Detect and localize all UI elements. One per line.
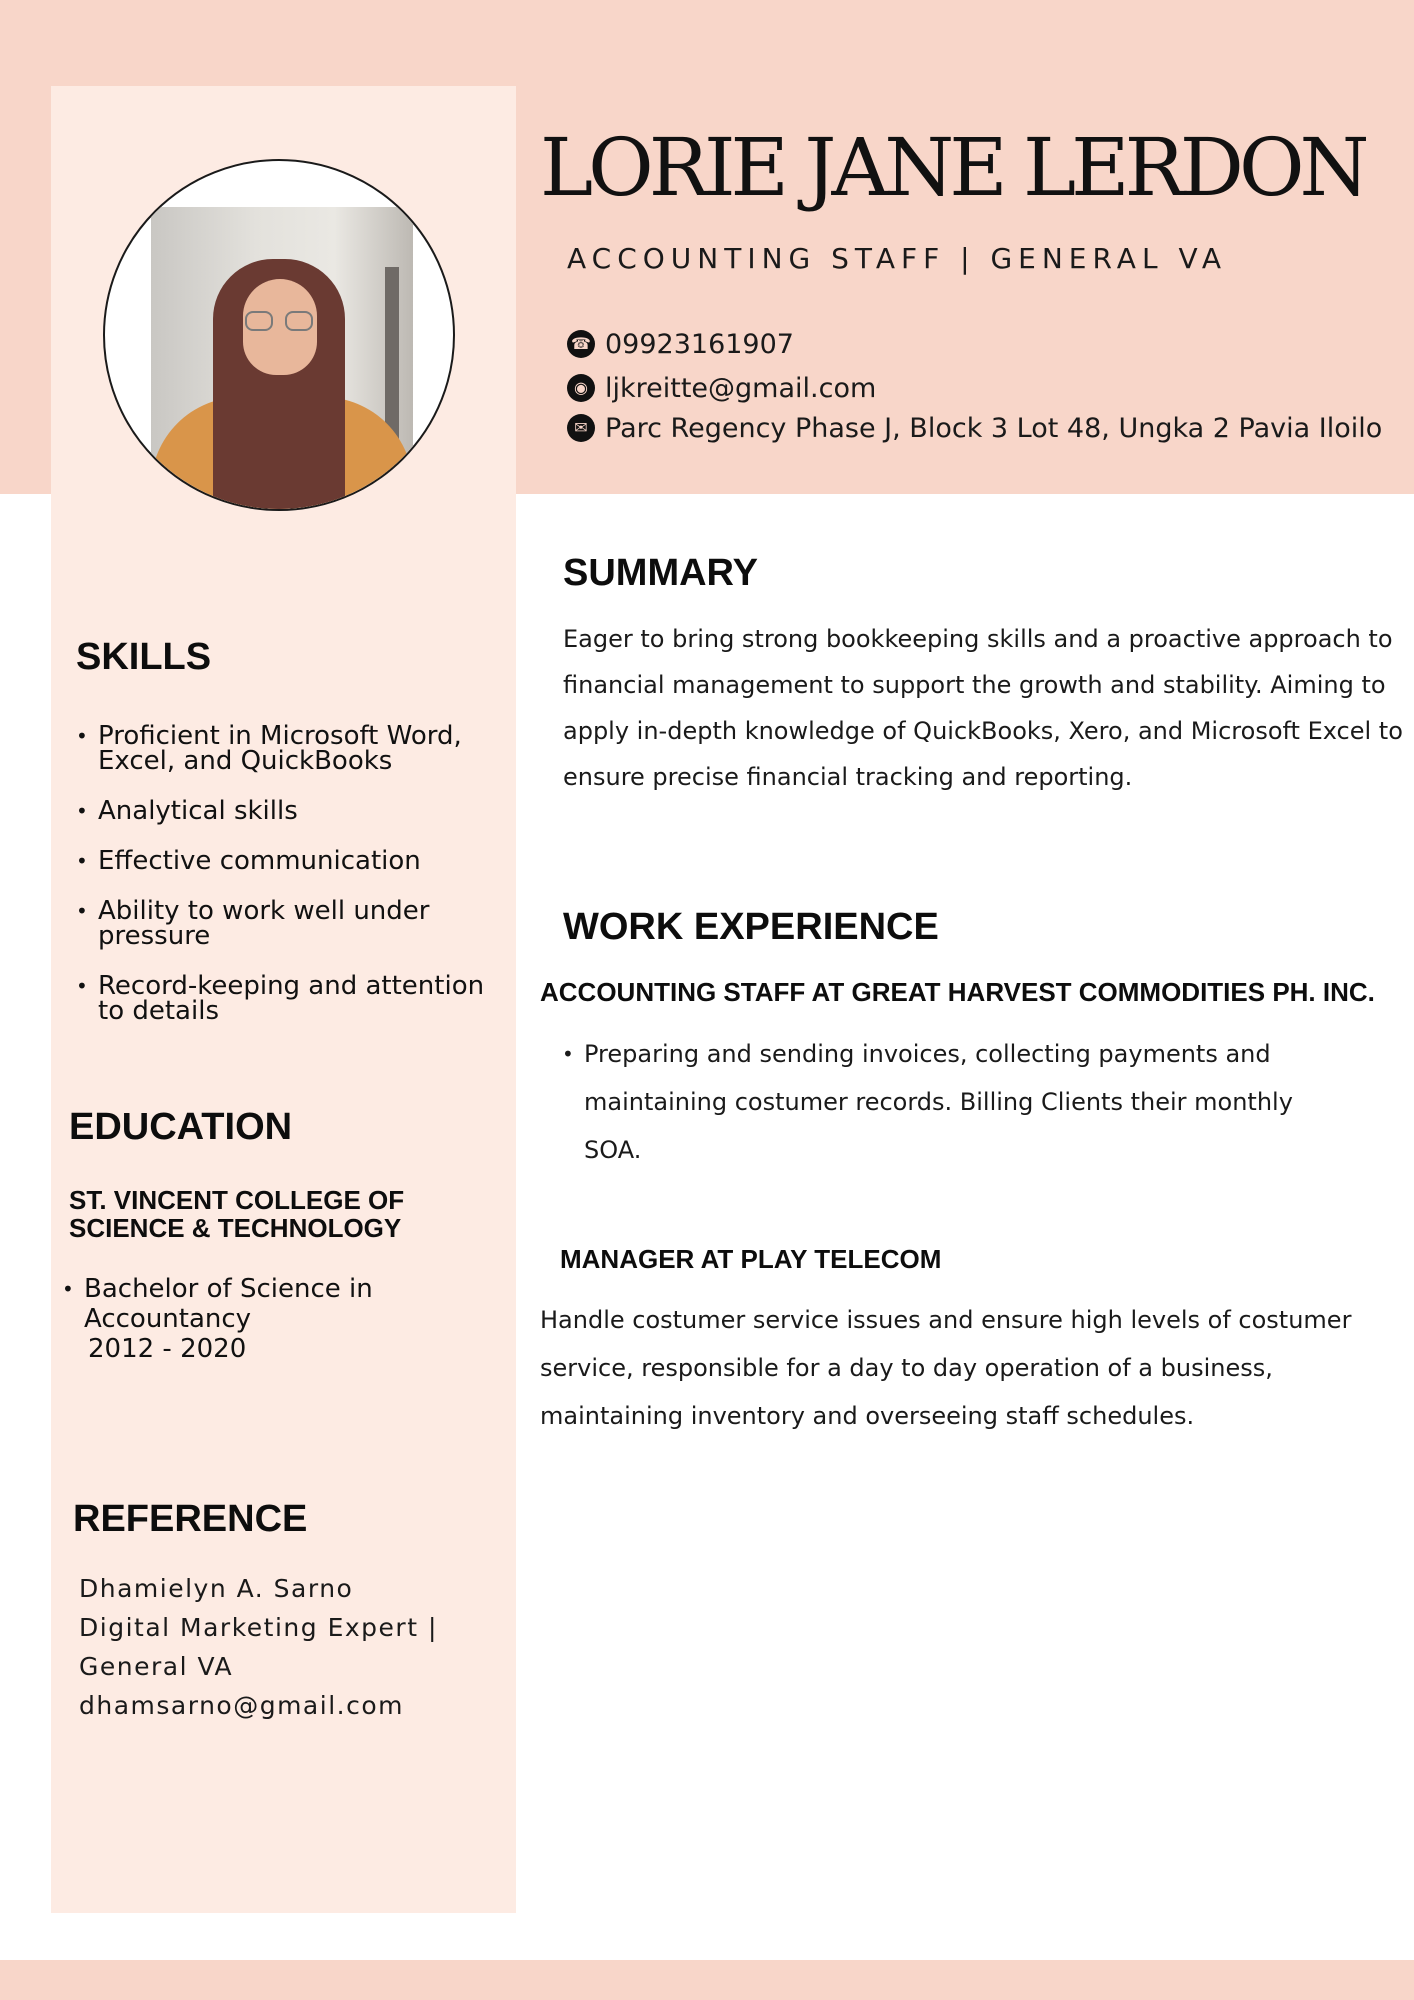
education-heading: EDUCATION	[69, 1106, 293, 1148]
summary-heading: SUMMARY	[563, 552, 758, 594]
candidate-role: ACCOUNTING STAFF | GENERAL VA	[567, 242, 1227, 275]
contact-address-text: Parc Regency Phase J, Block 3 Lot 48, Ungka 2 Pavia Iloilo	[605, 412, 1383, 444]
candidate-name: LORIE JANE LERDON	[540, 121, 1365, 214]
skill-item: • Ability to work well under pressure	[76, 899, 506, 949]
work-experience-heading: WORK EXPERIENCE	[563, 906, 939, 948]
skill-item: • Proficient in Microsoft Word, Excel, and QuickBooks	[76, 724, 506, 774]
profile-photo	[103, 159, 455, 511]
summary-text: Eager to bring strong bookkeeping skills and a proactive approach to financial management to support the growth and stability. Aiming to apply in-depth knowledge of QuickBooks, Xero, and Microsoft Excel to ensure precise financial tracking and reporting.	[563, 625, 1403, 791]
reference-position-2: General VA	[79, 1652, 234, 1681]
education-school: ST. VINCENT COLLEGE OF SCIENCE & TECHNOLOGY	[69, 1185, 405, 1243]
education-degree: Bachelor of Science in Accountancy	[84, 1274, 373, 1334]
education-list	[62, 1274, 442, 1364]
skill-item: • Analytical skills	[76, 799, 506, 824]
contact-phone-text: 09923161907	[605, 328, 794, 360]
contact-phone	[567, 326, 794, 362]
education-years: 2012 - 2020	[88, 1334, 247, 1364]
skills-heading: SKILLS	[76, 636, 212, 678]
contact-email-text: ljkreitte@gmail.com	[605, 372, 877, 404]
contact-address	[567, 410, 1382, 446]
mail-icon: ✉	[567, 414, 595, 442]
contact-email	[567, 370, 876, 406]
footer-band	[0, 1960, 1414, 2000]
location-pin-icon: ◉	[567, 374, 595, 402]
job-title-2: MANAGER AT PLAY TELECOM	[560, 1244, 942, 1274]
job-title-1: ACCOUNTING STAFF AT GREAT HARVEST COMMODITIES PH. INC.	[540, 977, 1375, 1007]
reference-email: dhamsarno@gmail.com	[79, 1691, 404, 1720]
reference-position: Digital Marketing Expert |	[79, 1613, 438, 1642]
reference-heading: REFERENCE	[73, 1498, 308, 1540]
reference-name: Dhamielyn A. Sarno	[79, 1574, 354, 1603]
phone-icon: ☎	[567, 330, 595, 358]
job-1-duties	[562, 1030, 1302, 1174]
skill-item: • Record-keeping and attention to details	[76, 974, 506, 1024]
job-2-description: Handle costumer service issues and ensure high levels of costumer service, responsible for a day to day operation of a business, maintaining inventory and overseeing staff schedules.	[540, 1306, 1352, 1430]
education-degree-item	[62, 1274, 442, 1364]
skill-item: • Effective communication	[76, 849, 506, 874]
job-1-duty: • Preparing and sending invoices, collecting payments and maintaining costumer records. Billing Clients their monthly SOA.	[562, 1030, 1302, 1174]
skills-list	[76, 721, 506, 1049]
profile-photo-image	[151, 207, 413, 511]
